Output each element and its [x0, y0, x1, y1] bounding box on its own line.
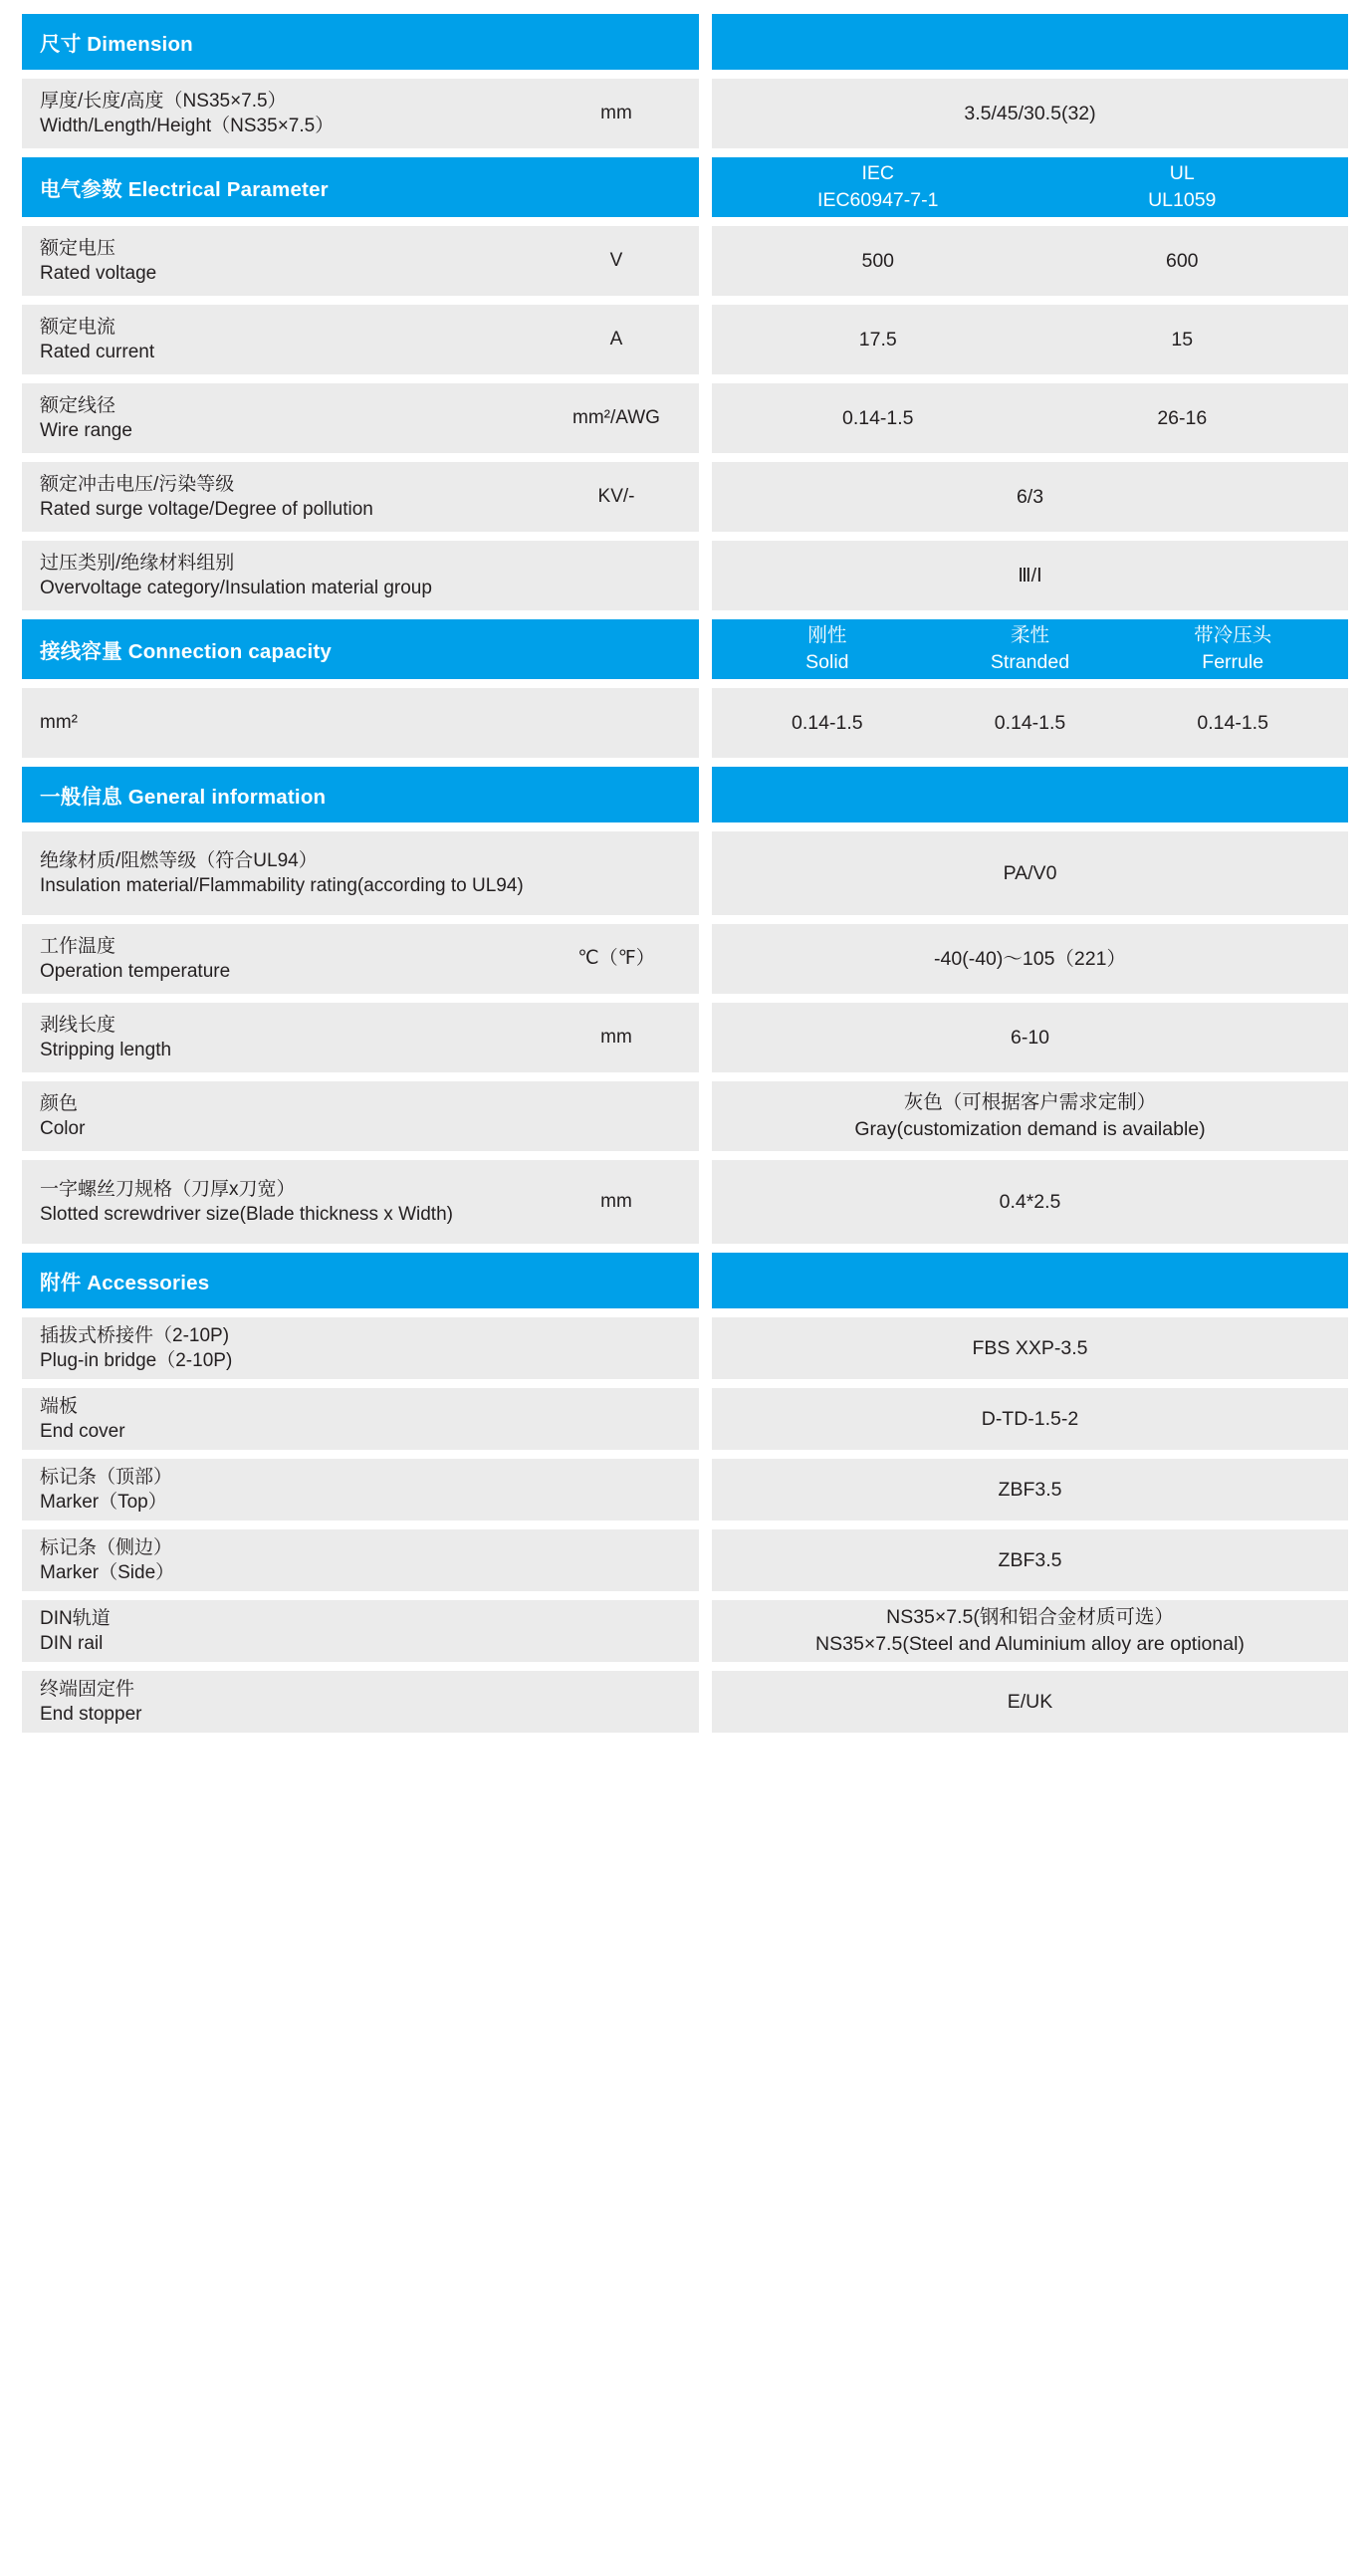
row-label — [40, 848, 552, 898]
section-title-electrical: 电气参数 Electrical Parameter — [40, 178, 329, 201]
row-unit: KV/- — [597, 485, 635, 507]
row-label — [40, 472, 552, 522]
row-value-cell — [712, 1317, 1348, 1379]
row-label-cell — [22, 924, 699, 994]
row-label-en: Width/Length/Height（NS35×7.5） — [40, 116, 335, 136]
row-value-iec: 500 — [861, 249, 895, 272]
row-value — [726, 1089, 1334, 1143]
row-label — [40, 1535, 552, 1585]
row-label-cell — [22, 1600, 699, 1662]
row-label-en: Marker（Side） — [40, 1562, 175, 1583]
standard-col-ul — [1030, 160, 1335, 214]
row-value — [726, 1604, 1334, 1658]
row-label-en: Operation temperature — [40, 961, 231, 982]
row-value-cell — [712, 1459, 1348, 1521]
row-label — [40, 393, 552, 443]
row-value — [726, 1335, 1334, 1362]
row-label-en: Plug-in bridge（2-10P) — [40, 1350, 233, 1371]
row-label-en: Color — [40, 1118, 86, 1139]
row-value-line: ZBF3.5 — [998, 1548, 1062, 1571]
row-label-cell — [22, 1003, 699, 1072]
row-value-ul: 15 — [1171, 328, 1194, 351]
row-value-ferrule: 0.14-1.5 — [1197, 711, 1268, 734]
row-label-cell — [22, 1388, 699, 1450]
row-value — [726, 1406, 1334, 1433]
row-value — [726, 860, 1334, 887]
row-value-cell — [712, 1081, 1348, 1151]
row-label-cell — [22, 305, 699, 374]
section-header-general — [22, 767, 1348, 822]
section-header-label — [22, 14, 699, 70]
row-value — [726, 1025, 1334, 1052]
row-label-cn: 工作温度 — [40, 935, 116, 957]
conductor-name-cn: 柔性 — [1011, 624, 1050, 647]
section-title-dimension: 尺寸 Dimension — [40, 33, 193, 56]
row-unit: A — [609, 328, 623, 350]
row-label-cell — [22, 1529, 699, 1591]
row-label-cell — [22, 383, 699, 453]
row-label-en: Rated voltage — [40, 263, 157, 284]
table-row — [22, 1459, 1348, 1521]
row-value — [726, 563, 1334, 589]
row-label-en: Marker（Top） — [40, 1492, 167, 1513]
row-label-cn: 剥线长度 — [40, 1014, 116, 1036]
row-value — [726, 1477, 1334, 1504]
row-label-cell — [22, 226, 699, 296]
row-label-cn: 额定线径 — [40, 394, 116, 416]
row-value-line: ZBF3.5 — [998, 1478, 1062, 1501]
row-value-cell — [712, 924, 1348, 994]
conductor-col-ferrule — [1131, 622, 1334, 676]
row-unit: ℃（℉） — [577, 947, 655, 969]
row-label-cell — [22, 688, 699, 758]
row-value-cell — [712, 79, 1348, 148]
table-row — [22, 383, 1348, 453]
conductor-name-en: Stranded — [990, 651, 1070, 673]
conductor-type-columns — [726, 622, 1334, 676]
row-value-line: 0.4*2.5 — [999, 1190, 1061, 1213]
row-value-line-cn: NS35×7.5(钢和铝合金材质可选） — [886, 1606, 1174, 1629]
row-value — [726, 1189, 1334, 1216]
row-label-en: End cover — [40, 1421, 125, 1442]
section-header-dimension — [22, 14, 1348, 70]
row-label-cn: 标记条（侧边） — [40, 1536, 173, 1558]
section-header-label — [22, 157, 699, 217]
row-unit: mm²/AWG — [572, 406, 660, 428]
conductor-col-stranded — [929, 622, 1132, 676]
row-label — [40, 1394, 552, 1444]
row-label — [40, 1465, 552, 1515]
section-header-label — [22, 619, 699, 679]
row-label-cn: 标记条（顶部） — [40, 1466, 173, 1488]
row-value-stranded: 0.14-1.5 — [994, 711, 1066, 734]
row-label-cn: 终端固定件 — [40, 1678, 135, 1700]
row-label-cn: 插拔式桥接件（2-10P) — [40, 1324, 230, 1346]
table-row — [22, 1317, 1348, 1379]
row-label-cell — [22, 1459, 699, 1521]
row-label-cell — [22, 1317, 699, 1379]
row-value — [726, 946, 1334, 973]
row-label-cell — [22, 541, 699, 610]
row-value-cell — [712, 1671, 1348, 1733]
row-label-en: Overvoltage category/Insulation material group — [40, 578, 432, 598]
section-header-right-accessories — [712, 1253, 1348, 1308]
table-row — [22, 305, 1348, 374]
standard-col-iec — [726, 160, 1030, 214]
section-header-label — [22, 767, 699, 822]
section-title-connection: 接线容量 Connection capacity — [40, 640, 332, 663]
row-value-cell — [712, 383, 1348, 453]
row-value-line: 6/3 — [1016, 485, 1044, 508]
section-title-accessories: 附件 Accessories — [40, 1272, 210, 1294]
row-value-columns — [726, 248, 1334, 275]
row-value — [726, 1547, 1334, 1574]
standard-name: IEC — [861, 162, 894, 185]
row-label-cn: DIN轨道 — [40, 1607, 111, 1629]
row-label-cn: 颜色 — [40, 1092, 79, 1114]
row-label — [40, 1013, 552, 1062]
row-label — [40, 236, 552, 286]
row-value-cell — [712, 831, 1348, 915]
row-value-columns — [726, 327, 1334, 353]
row-label-cn: 过压类别/绝缘材料组别 — [40, 552, 235, 574]
row-label-cn: mm² — [40, 712, 78, 734]
row-value-cell — [712, 1003, 1348, 1072]
row-label — [40, 1177, 552, 1227]
section-header-accessories — [22, 1253, 1348, 1308]
row-label-cell — [22, 1081, 699, 1151]
table-row — [22, 831, 1348, 915]
standard-code: UL1059 — [1148, 189, 1217, 211]
row-label-en: Insulation material/Flammability rating(according to UL94) — [40, 875, 524, 896]
row-unit: V — [609, 249, 623, 271]
table-row — [22, 1003, 1348, 1072]
standard-code: IEC60947-7-1 — [817, 189, 939, 211]
row-label — [40, 89, 552, 138]
row-value-line: 6-10 — [1010, 1026, 1050, 1049]
row-value-cell — [712, 1529, 1348, 1591]
row-value-line: Ⅲ/Ⅰ — [1018, 564, 1042, 586]
table-row — [22, 1671, 1348, 1733]
table-row — [22, 1081, 1348, 1151]
section-header-right-electrical — [712, 157, 1348, 217]
table-row — [22, 541, 1348, 610]
row-label — [40, 1606, 552, 1656]
section-header-connection — [22, 619, 1348, 679]
row-label — [40, 315, 552, 364]
row-label — [40, 551, 552, 600]
row-value-line: 3.5/45/30.5(32) — [964, 102, 1096, 124]
row-label-cn: 额定电压 — [40, 237, 116, 259]
row-value-columns — [726, 710, 1334, 737]
row-value-line: E/UK — [1007, 1690, 1053, 1713]
table-row — [22, 688, 1348, 758]
table-row — [22, 1388, 1348, 1450]
row-value-ul: 26-16 — [1157, 406, 1208, 429]
row-value-line: -40(-40)～105（221） — [934, 947, 1126, 970]
row-label-cn: 厚度/长度/高度（NS35×7.5） — [40, 90, 287, 112]
table-row — [22, 79, 1348, 148]
row-value-line-en: NS35×7.5(Steel and Aluminium alloy are optional) — [815, 1633, 1245, 1655]
row-label-en: DIN rail — [40, 1633, 104, 1654]
row-label-en: Wire range — [40, 420, 132, 441]
row-label-cell — [22, 831, 699, 915]
row-label-en: Rated surge voltage/Degree of pollution — [40, 499, 373, 520]
row-value-line: PA/V0 — [1003, 861, 1057, 884]
row-label — [40, 1091, 552, 1141]
row-label-en: Stripping length — [40, 1040, 172, 1060]
conductor-name-cn: 刚性 — [807, 624, 847, 647]
row-unit: mm — [600, 1026, 632, 1048]
conductor-name-en: Ferrule — [1202, 651, 1264, 673]
row-value-iec: 0.14-1.5 — [841, 406, 914, 429]
row-value-cell — [712, 305, 1348, 374]
row-value-cell — [712, 541, 1348, 610]
row-value — [726, 484, 1334, 511]
row-value-line-en: Gray(customization demand is available) — [854, 1118, 1206, 1140]
row-value-cell — [712, 1160, 1348, 1244]
row-label-cell — [22, 1160, 699, 1244]
standard-name: UL — [1169, 162, 1195, 185]
table-row — [22, 1529, 1348, 1591]
row-label-cell — [22, 79, 699, 148]
table-row — [22, 462, 1348, 532]
row-value-line: D-TD-1.5-2 — [981, 1407, 1079, 1430]
table-row — [22, 924, 1348, 994]
row-value-line: FBS XXP-3.5 — [972, 1336, 1088, 1359]
row-label — [40, 710, 552, 735]
row-value-cell — [712, 462, 1348, 532]
row-label-cn: 端板 — [40, 1395, 79, 1417]
row-label-cn: 额定电流 — [40, 316, 116, 338]
row-label-cell — [22, 1671, 699, 1733]
section-header-right-connection — [712, 619, 1348, 679]
row-value-line-cn: 灰色（可根据客户需求定制） — [903, 1091, 1157, 1114]
row-label-en: End stopper — [40, 1704, 142, 1725]
row-value-solid: 0.14-1.5 — [792, 711, 863, 734]
conductor-col-solid — [726, 622, 929, 676]
row-value-cell — [712, 688, 1348, 758]
row-value-cell — [712, 226, 1348, 296]
row-label — [40, 1677, 552, 1727]
row-label-cn: 额定冲击电压/污染等级 — [40, 473, 235, 495]
row-value — [726, 1689, 1334, 1716]
row-label — [40, 934, 552, 984]
table-row — [22, 1160, 1348, 1244]
conductor-name-en: Solid — [805, 651, 849, 673]
table-row — [22, 226, 1348, 296]
row-value — [726, 101, 1334, 127]
section-header-right-general — [712, 767, 1348, 822]
row-label-en: Slotted screwdriver size(Blade thickness x Width) — [40, 1204, 453, 1225]
standards-columns — [726, 160, 1334, 214]
row-value-cell — [712, 1388, 1348, 1450]
row-value-iec: 17.5 — [858, 328, 897, 351]
row-label-cn: 绝缘材质/阻燃等级（符合UL94） — [40, 849, 318, 871]
conductor-name-cn: 带冷压头 — [1194, 624, 1272, 647]
section-header-electrical — [22, 157, 1348, 217]
row-label-cn: 一字螺丝刀规格（刀厚x刀宽） — [40, 1178, 296, 1200]
section-header-right-dimension — [712, 14, 1348, 70]
row-value-cell — [712, 1600, 1348, 1662]
section-title-general: 一般信息 General information — [40, 786, 327, 809]
table-row — [22, 1600, 1348, 1662]
row-label — [40, 1323, 552, 1373]
row-unit: mm — [600, 1190, 632, 1212]
row-unit: mm — [600, 102, 632, 123]
row-label-cell — [22, 462, 699, 532]
row-value-columns — [726, 405, 1334, 432]
row-label-en: Rated current — [40, 342, 155, 362]
section-header-label — [22, 1253, 699, 1308]
row-value-ul: 600 — [1165, 249, 1199, 272]
